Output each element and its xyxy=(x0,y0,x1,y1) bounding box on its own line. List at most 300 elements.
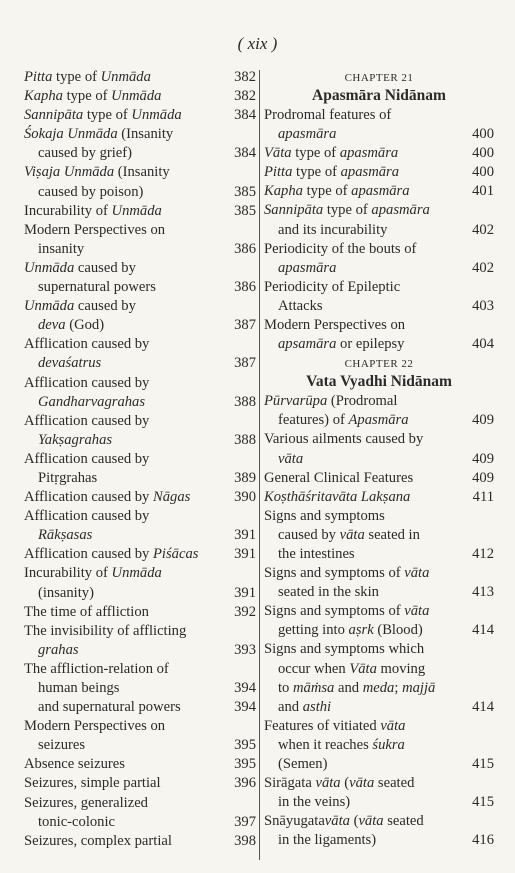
page-ref: 409 xyxy=(472,412,494,429)
entry-text: Modern Perspectives on xyxy=(264,317,406,334)
italic-term: asthi xyxy=(302,698,332,715)
page-ref: 388 xyxy=(234,431,256,448)
entry-text: Afflication caused by xyxy=(24,374,150,391)
italic-term: grahas xyxy=(38,641,79,658)
entry-text: insanity xyxy=(38,240,85,257)
page-ref: 400 xyxy=(472,126,494,143)
toc-entry xyxy=(24,221,256,259)
toc-entry-line xyxy=(264,755,494,774)
italic-term: apsamāra xyxy=(278,336,337,353)
entry-text: Seizures, complex partial xyxy=(24,832,172,849)
entry-text: Signs and symptoms which xyxy=(264,641,425,658)
entry-text: caused by grief) xyxy=(38,145,133,162)
toc-entry-line xyxy=(264,392,494,411)
toc-entry xyxy=(264,774,494,812)
page-ref: 387 xyxy=(234,355,256,372)
italic-term: apasmāra xyxy=(340,164,400,181)
toc-entry-line xyxy=(264,259,494,278)
italic-term: apasmāra xyxy=(278,126,337,143)
entry-text: seated in xyxy=(364,526,420,543)
italic-term: Apasmāra xyxy=(348,412,409,429)
toc-entry-line xyxy=(24,87,256,106)
entry-text: seated xyxy=(383,813,424,830)
toc-entry xyxy=(24,622,256,660)
toc-entry xyxy=(24,68,256,87)
entry-text: the intestines xyxy=(278,545,355,562)
page-ref: 415 xyxy=(472,756,494,772)
italic-term: deva xyxy=(38,317,66,334)
italic-term: vāta xyxy=(404,603,430,620)
toc-entry-line xyxy=(24,526,256,545)
italic-term: devaśatrus xyxy=(38,355,102,372)
italic-term: apasmāra xyxy=(371,202,430,219)
page-ref: 391 xyxy=(234,527,256,544)
entry-text: The invisibility of afflicting xyxy=(24,622,187,639)
toc-entry-line xyxy=(24,374,256,393)
italic-term: apasmāra xyxy=(351,183,410,200)
page-ref: 386 xyxy=(234,279,256,296)
entry-text: Periodicity of the bouts of xyxy=(264,240,417,257)
toc-entry-line xyxy=(24,297,256,316)
toc-entry-line xyxy=(264,698,494,717)
chapter-title: Vata Vyadhi Nidānam xyxy=(306,373,452,391)
italic-term: vāta xyxy=(315,775,341,792)
toc-entry-line xyxy=(24,335,256,354)
toc-entry xyxy=(264,201,494,239)
toc-entry xyxy=(24,450,256,488)
toc-entry-line xyxy=(264,297,494,316)
toc-entry xyxy=(264,488,494,507)
toc-entry-line xyxy=(264,144,494,163)
page-ref: 402 xyxy=(472,259,494,276)
toc-entry-line xyxy=(24,144,256,163)
entry-text: (God) xyxy=(65,317,105,334)
toc-entry-line xyxy=(24,278,256,297)
toc-entry xyxy=(264,163,494,182)
toc-entry-line xyxy=(24,736,256,755)
entry-text: ( xyxy=(340,775,350,792)
toc-entry xyxy=(24,374,256,412)
page-ref: 384 xyxy=(234,145,256,162)
page-ref: 394 xyxy=(234,699,256,716)
italic-term: Yakṣagrahas xyxy=(38,431,113,448)
page-ref: 400 xyxy=(472,145,494,162)
entry-text: type of xyxy=(323,202,372,219)
toc-entry xyxy=(24,163,256,201)
toc-entry-line xyxy=(264,316,494,335)
italic-term: śukra xyxy=(372,736,405,753)
toc-entry-line xyxy=(264,450,494,469)
toc-entry xyxy=(24,755,256,774)
italic-term: Viṣaja Unmāda xyxy=(24,164,115,181)
italic-term: vāta xyxy=(278,450,304,467)
toc-entry-line xyxy=(24,584,256,603)
toc-entry xyxy=(24,259,256,297)
toc-entry-line xyxy=(264,583,494,602)
italic-term: Pitta xyxy=(264,164,293,181)
toc-entry xyxy=(264,182,494,201)
page-ref: 416 xyxy=(472,832,494,849)
toc-entry xyxy=(24,488,256,507)
chapter-label: CHAPTER 22 xyxy=(344,358,414,371)
toc-entry-line xyxy=(264,240,494,259)
entry-text: human beings xyxy=(38,680,120,696)
toc-entry-line xyxy=(264,793,494,812)
toc-entry-line xyxy=(24,202,256,221)
toc-entry-line xyxy=(24,412,256,431)
toc-entry xyxy=(264,144,494,163)
entry-text: seated xyxy=(374,775,415,792)
italic-term: Koṣthāśritavāta Lakṣana xyxy=(264,488,411,505)
entry-text: Snāyugata xyxy=(264,813,325,830)
entry-text: Features of vitiated xyxy=(264,717,381,734)
italic-term: Unmāda xyxy=(111,565,162,582)
page-ref: 391 xyxy=(234,584,256,601)
toc-entry-line xyxy=(264,335,494,354)
italic-term: Kapha xyxy=(264,183,303,200)
page-ref: 398 xyxy=(234,832,256,849)
toc-entry-line xyxy=(24,240,256,259)
italic-term: apasmāra xyxy=(339,145,399,162)
entry-text: supernatural powers xyxy=(38,279,156,296)
entry-text: (Prodromal xyxy=(327,393,398,410)
entry-text: type of xyxy=(291,145,340,162)
entry-text: Modern Perspectives on xyxy=(24,221,166,238)
entry-text: Afflication caused by xyxy=(24,546,154,563)
toc-entry-line xyxy=(24,68,256,87)
italic-term: Vāta xyxy=(349,660,377,677)
toc-entry-line xyxy=(264,182,494,201)
toc-entry xyxy=(264,717,494,774)
entry-text: getting into xyxy=(278,622,349,639)
entry-text: Afflication caused by xyxy=(24,508,150,525)
toc-entry xyxy=(264,507,494,564)
italic-term: vāta xyxy=(358,813,384,830)
toc-entry xyxy=(264,812,494,850)
toc-entry-line xyxy=(264,621,494,640)
entry-text: type of xyxy=(52,69,101,85)
toc-entry-line xyxy=(24,106,256,125)
page-ref: 385 xyxy=(234,183,256,200)
page-ref: 403 xyxy=(472,297,494,314)
page-ref: 393 xyxy=(234,641,256,658)
entry-text: occur when xyxy=(278,660,350,677)
page-ref: 395 xyxy=(234,756,256,773)
toc-entry-line xyxy=(24,469,256,488)
toc-entry xyxy=(24,698,256,717)
entry-text: (Semen) xyxy=(278,756,328,772)
page-ref: 386 xyxy=(234,240,256,257)
entry-text: Various ailments caused by xyxy=(264,431,424,448)
italic-term: Unmāda xyxy=(24,298,75,315)
toc-entry xyxy=(24,335,256,373)
toc-entry xyxy=(24,125,256,163)
toc-entry-line xyxy=(24,717,256,736)
toc-entry-line xyxy=(264,640,494,659)
italic-term: Unmāda xyxy=(24,259,75,276)
italic-term: apasmāra xyxy=(278,259,337,276)
italic-term: māṁsa xyxy=(293,679,335,696)
entry-text: Pitṛgrahas xyxy=(38,469,98,486)
entry-text: to xyxy=(278,679,293,696)
toc-entry-line xyxy=(264,106,494,125)
toc-entry-line xyxy=(24,431,256,450)
page-ref: 392 xyxy=(234,603,256,620)
page-ref: 390 xyxy=(234,489,256,506)
toc-entry xyxy=(264,316,494,354)
toc-entry-line xyxy=(264,278,494,297)
toc-entry xyxy=(24,832,256,851)
entry-text: ( xyxy=(349,813,359,830)
toc-entry-line xyxy=(264,679,494,698)
entry-text: Afflication caused by xyxy=(24,450,150,467)
toc-entry xyxy=(24,717,256,755)
chapter-title: Apasmāra Nidānam xyxy=(312,87,446,104)
toc-left-column xyxy=(24,68,256,851)
entry-text: Seizures, generalized xyxy=(24,794,148,811)
toc-entry xyxy=(24,603,256,622)
toc-entry-line xyxy=(24,641,256,660)
italic-term: Unmāda xyxy=(111,202,162,219)
entry-text: (Blood) xyxy=(373,622,423,639)
page-ref: 396 xyxy=(234,775,256,792)
entry-text: Absence seizures xyxy=(24,756,125,773)
entry-text: features) of xyxy=(278,412,349,429)
entry-text: moving xyxy=(376,660,426,677)
italic-term: vāta xyxy=(404,565,430,582)
entry-text: Signs and symptoms xyxy=(264,507,385,524)
page-ref: 384 xyxy=(234,107,256,124)
entry-text: and xyxy=(278,698,303,715)
toc-entry-line xyxy=(264,526,494,545)
entry-text: Modern Perspectives on xyxy=(24,718,166,735)
toc-entry-line xyxy=(24,755,256,774)
toc-entry-line xyxy=(264,564,494,583)
entry-text: Incurability of xyxy=(24,202,112,219)
page-ref: 404 xyxy=(472,336,494,353)
italic-term: aṣrk xyxy=(348,622,374,639)
toc-entry-line xyxy=(24,832,256,851)
toc-entry-line xyxy=(264,717,494,736)
page-ref: 413 xyxy=(472,584,494,601)
page-ref: 382 xyxy=(234,88,256,105)
toc-entry-line xyxy=(264,221,494,240)
toc-entry-line xyxy=(24,545,256,564)
italic-term: Piśācas xyxy=(153,546,199,563)
entry-text: type of xyxy=(83,107,132,124)
entry-text: General Clinical Features xyxy=(264,469,414,486)
toc-entry xyxy=(24,794,256,832)
toc-entry-line xyxy=(264,545,494,564)
entry-text: (Insanity xyxy=(117,126,174,143)
toc-entry xyxy=(24,660,256,698)
toc-entry xyxy=(264,602,494,640)
toc-entry xyxy=(24,87,256,106)
toc-right-column xyxy=(264,68,494,850)
entry-text: and its incurability xyxy=(278,221,388,238)
entry-text: or epilepsy xyxy=(336,336,405,353)
page-ref: 401 xyxy=(472,183,494,200)
entry-text: type of xyxy=(302,183,352,200)
italic-term: Unmāda xyxy=(131,107,182,124)
italic-term: majjā xyxy=(402,679,436,696)
toc-entry xyxy=(24,297,256,335)
page-ref: 388 xyxy=(234,393,256,410)
toc-entry xyxy=(264,392,494,430)
toc-entry-line xyxy=(264,774,494,793)
entry-text: Incurability of xyxy=(24,565,112,582)
toc-entry xyxy=(264,430,494,468)
toc-entry-line xyxy=(24,564,256,583)
entry-text: Afflication caused by xyxy=(24,336,150,353)
page-ref: 391 xyxy=(234,546,256,563)
entry-text: Signs and symptoms of xyxy=(264,603,405,620)
italic-term: Unmāda xyxy=(100,69,151,85)
toc-entry-line xyxy=(264,736,494,755)
toc-entry-line xyxy=(264,163,494,182)
entry-text: (insanity) xyxy=(38,584,94,601)
page-ref: 389 xyxy=(234,469,256,486)
toc-entry xyxy=(24,564,256,602)
toc-entry xyxy=(264,240,494,278)
toc-entry-line xyxy=(24,794,256,813)
italic-term: Śokaja Unmāda xyxy=(24,126,118,143)
entry-text: Seizures, simple partial xyxy=(24,775,161,792)
entry-text: Signs and symptoms of xyxy=(264,565,405,582)
entry-text: The affliction-relation of xyxy=(24,660,169,677)
column-divider xyxy=(259,70,260,860)
toc-entry-line xyxy=(24,354,256,373)
toc-entry-line xyxy=(24,393,256,412)
toc-entry xyxy=(24,202,256,221)
toc-entry-line xyxy=(24,221,256,240)
page-ref: 394 xyxy=(234,680,256,696)
toc-entry-line xyxy=(24,488,256,507)
entry-text: tonic-colonic xyxy=(38,813,115,830)
toc-entry-line xyxy=(264,488,494,507)
italic-term: Pitta xyxy=(24,69,53,85)
page-ref: 382 xyxy=(234,69,256,85)
toc-entry-line xyxy=(264,430,494,449)
italic-term: Sannipāta xyxy=(24,107,84,124)
page-ref: 411 xyxy=(472,488,494,505)
page-ref: 387 xyxy=(234,317,256,334)
italic-term: vāta xyxy=(324,813,350,830)
page-ref: 400 xyxy=(472,164,494,181)
toc-entry-line xyxy=(264,660,494,679)
toc-entry-line xyxy=(264,812,494,831)
entry-text: Sirāgata xyxy=(264,775,316,792)
page-ref: 409 xyxy=(472,450,494,467)
toc-entry-line xyxy=(264,201,494,220)
entry-text: Attacks xyxy=(278,297,323,314)
toc-entry-line xyxy=(24,183,256,202)
italic-term: Unmāda xyxy=(111,88,162,105)
entry-text: (Insanity xyxy=(114,164,170,181)
toc-entry xyxy=(264,564,494,602)
italic-term: Kapha xyxy=(24,88,63,105)
italic-term: vāta xyxy=(349,775,375,792)
toc-entry xyxy=(264,106,494,144)
toc-entry-line xyxy=(24,316,256,335)
toc-entry xyxy=(264,640,494,716)
entry-text: seated in the skin xyxy=(278,584,379,601)
entry-text: in the ligaments) xyxy=(278,832,377,849)
toc-entry xyxy=(24,106,256,125)
page-ref: 409 xyxy=(472,469,494,486)
chapter-label: CHAPTER 21 xyxy=(344,72,414,84)
toc-entry xyxy=(24,412,256,450)
toc-entry-line xyxy=(264,831,494,850)
toc-entry-line xyxy=(264,469,494,488)
toc-entry-line xyxy=(24,774,256,793)
entry-text: type of xyxy=(292,164,341,181)
entry-text: Afflication caused by xyxy=(24,489,154,506)
page-ref: 402 xyxy=(472,221,494,238)
entry-text: Afflication caused by xyxy=(24,412,150,429)
page-ref: 397 xyxy=(234,813,256,830)
entry-text: in the veins) xyxy=(278,794,351,811)
toc-entry-line xyxy=(24,125,256,144)
entry-text: when it reaches xyxy=(278,736,373,753)
page-ref: 385 xyxy=(234,202,256,219)
entry-text: and xyxy=(334,679,363,696)
entry-text: and supernatural powers xyxy=(38,699,181,716)
toc-entry-line xyxy=(264,507,494,526)
toc-entry-line xyxy=(24,507,256,526)
toc-entry-line xyxy=(264,602,494,621)
entry-text: seizures xyxy=(38,737,86,754)
italic-term: Pūrvarūpa xyxy=(264,393,328,410)
page-ref: 415 xyxy=(472,794,494,811)
entry-text: caused by xyxy=(278,526,340,543)
entry-text: caused by poison) xyxy=(38,183,144,200)
toc-entry xyxy=(264,469,494,488)
page-ref: 412 xyxy=(472,545,494,562)
toc-entry xyxy=(24,774,256,793)
toc-entry-line xyxy=(24,259,256,278)
entry-text: Prodromal features of xyxy=(264,107,392,123)
toc-entry-line xyxy=(24,622,256,641)
toc-entry-line xyxy=(24,679,256,698)
toc-entry xyxy=(24,545,256,564)
toc-entry-line xyxy=(24,660,256,679)
page-number: ( xix ) xyxy=(237,34,278,53)
page-ref: 395 xyxy=(234,737,256,754)
page-ref: 414 xyxy=(472,622,494,639)
italic-term: vāta xyxy=(339,526,365,543)
toc-entry-line xyxy=(24,698,256,717)
toc-entry-line xyxy=(24,163,256,182)
toc-entry-line xyxy=(264,411,494,430)
italic-term: Vāta xyxy=(264,145,292,162)
italic-term: Nāgas xyxy=(153,489,191,506)
italic-term: Gandharvagrahas xyxy=(38,393,146,410)
entry-text: Periodicity of Epileptic xyxy=(264,278,401,295)
italic-term: meda xyxy=(362,679,395,696)
toc-entry-line xyxy=(264,125,494,144)
italic-term: Rākṣasas xyxy=(38,527,93,544)
toc-entry xyxy=(264,278,494,316)
toc-entry-line xyxy=(24,813,256,832)
italic-term: Sannipāta xyxy=(264,202,324,219)
italic-term: vāta xyxy=(380,717,406,734)
page-ref: 414 xyxy=(472,698,494,715)
toc-entry-line xyxy=(24,603,256,622)
entry-text: The time of affliction xyxy=(24,603,149,620)
toc-entry xyxy=(24,507,256,545)
entry-text: caused by xyxy=(74,298,136,315)
